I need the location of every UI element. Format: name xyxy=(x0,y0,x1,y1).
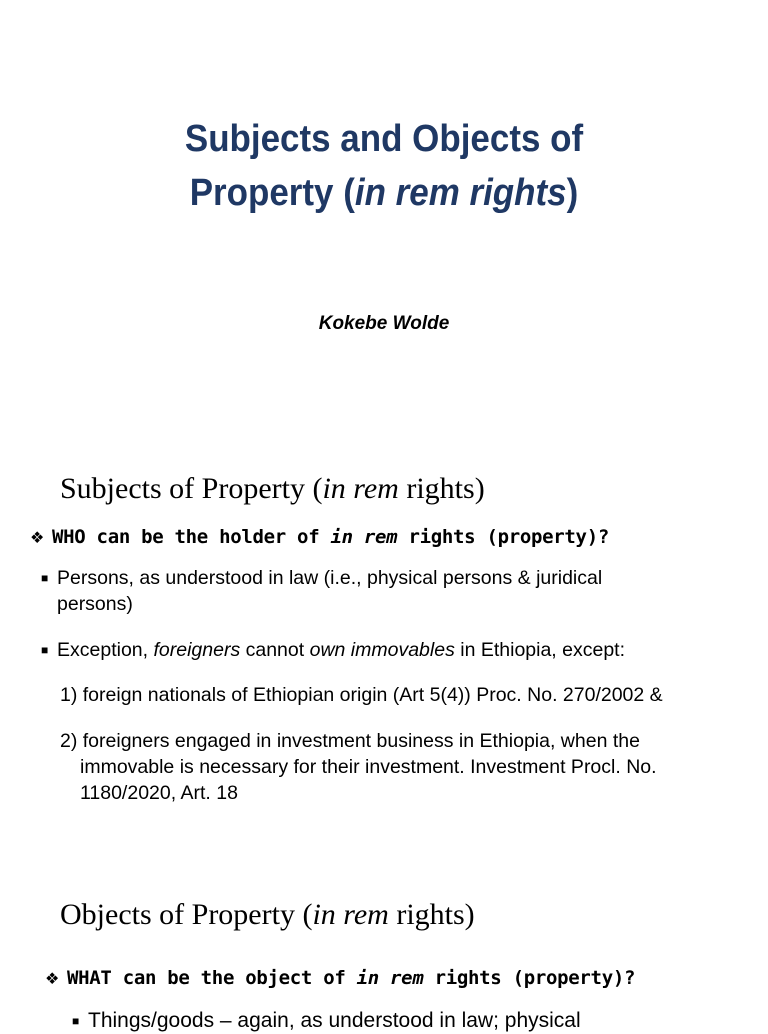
objects-slide xyxy=(0,860,768,1032)
title-slide xyxy=(0,0,768,440)
item-text-cont: immovable is necessary for their investment. Investment Procl. No. xyxy=(80,756,657,778)
bullet-text: Things/goods – again, as understood in law; physical xyxy=(88,1009,581,1032)
square-bullet-icon: ■ xyxy=(41,571,49,585)
section-heading xyxy=(60,898,475,932)
title-italic-text: in rem rights xyxy=(354,172,567,214)
question-text: WHAT can be the object of xyxy=(67,967,357,989)
question-italic: in rem xyxy=(330,526,398,548)
bullet-italic: own immovables xyxy=(309,639,455,661)
question-text-end: rights (property)? xyxy=(397,526,609,548)
bullet-text: cannot xyxy=(240,639,310,661)
numbered-item: 1) foreign nationals of Ethiopian origin (Art 5(4)) Proc. No. 270/2002 & xyxy=(60,684,663,706)
question-italic: in rem xyxy=(356,967,424,989)
bullet-text-cont: persons) xyxy=(57,593,133,615)
bullet-italic: foreigners xyxy=(153,639,241,661)
bullet-text: Persons, as understood in law (i.e., physical persons & juridical xyxy=(57,567,603,589)
title-line-2 xyxy=(31,166,738,220)
question xyxy=(45,967,635,989)
heading-text: Subjects of Property ( xyxy=(60,472,323,505)
list-item xyxy=(41,565,737,617)
list-item xyxy=(72,1008,758,1034)
numbered-item xyxy=(60,728,750,806)
heading-text-end: rights) xyxy=(398,472,485,505)
question-text-end: rights (property)? xyxy=(423,967,636,989)
slide-title xyxy=(31,112,738,220)
bullet-text: in Ethiopia, except: xyxy=(454,639,626,661)
heading-text: Objects of Property ( xyxy=(60,898,313,931)
diamond-bullet-icon: ❖ xyxy=(45,969,60,988)
title-line-1: Subjects and Objects of xyxy=(184,118,584,160)
diamond-bullet-icon: ❖ xyxy=(30,528,45,547)
heading-text-end: rights) xyxy=(388,898,475,931)
item-text-cont: 1180/2020, Art. 18 xyxy=(80,782,238,804)
item-text: 2) foreigners engaged in investment business in Ethiopia, when the xyxy=(60,730,640,752)
square-bullet-icon: ■ xyxy=(72,1014,80,1028)
question-text: WHO can be the holder of xyxy=(52,526,331,548)
square-bullet-icon: ■ xyxy=(41,643,49,657)
question xyxy=(30,526,609,548)
author-name: Kokebe Wolde xyxy=(318,313,450,334)
heading-italic: in rem xyxy=(322,472,399,505)
list-item xyxy=(41,637,747,663)
title-text: Property ( xyxy=(189,172,355,214)
bullet-text: Exception, xyxy=(57,639,154,661)
title-text-end: ) xyxy=(566,172,579,214)
section-heading xyxy=(60,472,485,506)
subjects-slide xyxy=(0,440,768,860)
heading-italic: in rem xyxy=(312,898,389,931)
